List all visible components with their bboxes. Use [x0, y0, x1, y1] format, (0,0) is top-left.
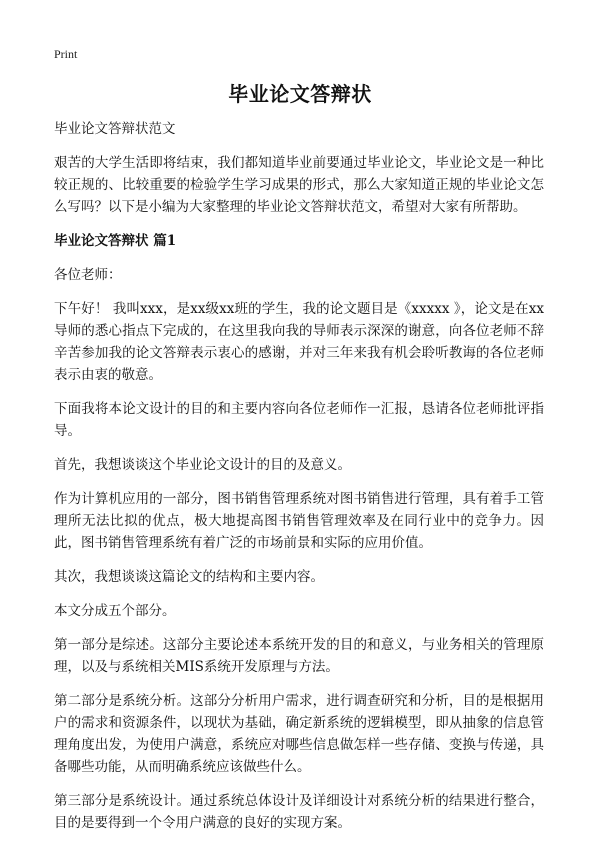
intro-paragraph: 艰苦的大学生活即将结束，我们都知道毕业前要通过毕业论文，毕业论文是一种比较正规的、比较重要的检验学生学习成果的形式，那么大家知道正规的毕业论文怎么写吗？以下是小编为大家整理的毕业论文答辩状范文，希望对大家有所帮助。: [54, 155, 544, 215]
body-paragraph: 作为计算机应用的一部分，图书销售管理系统对图书销售进行管理，具有着手工管理所无法比拟的优点，极大地提高图书销售管理效率及在同行业中的竞争力。因此，图书销售管理系统有着广泛的市场前景和实际的应用价值。: [54, 491, 544, 551]
body-paragraph: 第二部分是系统分析。这部分分析用户需求，进行调查研究和分析，目的是根据用户的需求和资源条件，以现状为基础，确定新系统的逻辑模型，即从抽象的信息管理角度出发，为使用户满意，系统应对哪些信息做怎样一些存储、变换与传递，具备哪些功能，从而明确系统应该做些什么。: [54, 693, 544, 775]
document-subtitle: 毕业论文答辩状范文: [54, 121, 176, 137]
section-heading: 毕业论文答辩状 篇1: [54, 233, 177, 249]
body-paragraph: 第三部分是系统设计。通过系统总体设计及详细设计对系统分析的结果进行整合，目的是要得到一个令用户满意的良好的实现方案。: [54, 793, 544, 831]
document-body: [54, 118, 544, 846]
body-paragraph: 下面我将本论文设计的目的和主要内容向各位老师作一汇报，恳请各位老师批评指导。: [54, 401, 544, 439]
document-title: 毕业论文答辩状: [228, 82, 372, 106]
body-paragraph: 其次，我想谈谈这篇论文的结构和主要内容。: [54, 569, 324, 585]
body-paragraph: 第一部分是综述。这部分主要论述本系统开发的目的和意义，与业务相关的管理原理，以及与系统相关MIS系统开发原理与方法。: [54, 637, 544, 675]
body-paragraph: 下午好！ 我叫xxx，是xx级xx班的学生，我的论文题目是《xxxxx 》，论文是在xx导师的悉心指点下完成的，在这里我向我的导师表示深深的谢意，向各位老师不辞辛苦参加我的论文答辩表示衷心的感谢，并对三年来我有机会聆听教诲的各位老师表示由衷的敬意。: [54, 301, 544, 383]
body-paragraph: 首先，我想谈谈这个毕业论文设计的目的及意义。: [54, 457, 351, 473]
body-paragraph: 本文分成五个部分。: [54, 603, 176, 619]
print-link[interactable]: Print: [54, 47, 78, 61]
salutation: 各位老师：: [54, 267, 122, 283]
